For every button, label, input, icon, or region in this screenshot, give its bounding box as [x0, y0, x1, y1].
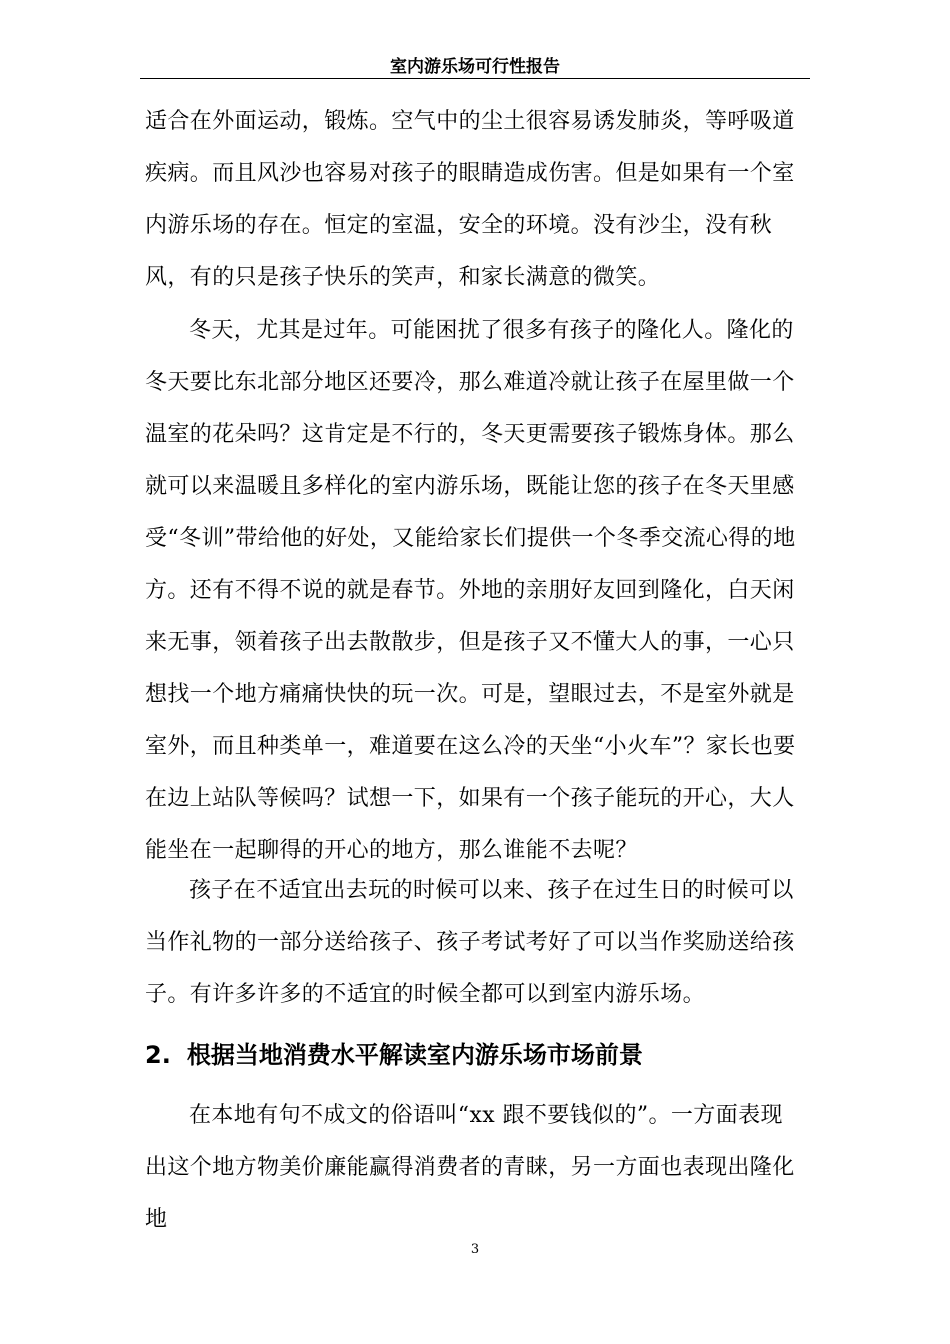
header-divider	[140, 78, 810, 79]
paragraph-local-saying: 在本地有句不成文的俗语叫“xx 跟不要钱似的”。一方面表现出这个地方物美价廉能赢得消费者的青睐，另一方面也表现出隆化地	[145, 1103, 795, 1232]
paragraph-winter: 冬天，尤其是过年。可能困扰了很多有孩子的隆化人。隆化的冬天要比东北部分地区还要冷，那么难道冷就让孩子在屋里做一个温室的花朵吗？这肯定是不行的，冬天更需要孩子锻炼身体。那么就可以来温暖且多样化的室内游乐场，既能让您的孩子在冬天里感受“冬训”带给他的好处，又能给家长们提供一个冬季交流心得的地方。还有不得不说的就是春节。外地的亲朋好友回到隆化，白天闲来无事，领着孩子出去散散步，但是孩子又不懂大人的事，一心只想找一个地方痛痛快快的玩一次。可是，望眼过去，不是室外就是室外，而且种类单一，难道要在这么冷的天坐“小火车”？家长也要在边上站队等候吗？试想一下，如果有一个孩子能玩的开心，大人能坐在一起聊得的开心的地方，那么谁能不去呢？	[145, 318, 796, 863]
paragraph-occasions: 孩子在不适宜出去玩的时候可以来、孩子在过生日的时候可以当作礼物的一部分送给孩子、孩子考试考好了可以当作奖励送给孩子。有许多许多的不适宜的时候全都可以到室内游乐场。	[145, 878, 795, 1007]
section-number: 2.	[145, 1041, 171, 1069]
section-heading	[145, 1033, 805, 1077]
paragraph-outdoor-health: 适合在外面运动，锻炼。空气中的尘土很容易诱发肺炎，等呼吸道疾病。而且风沙也容易对孩子的眼睛造成伤害。但是如果有一个室内游乐场的存在。恒定的室温，安全的环境。没有沙尘，没有秋风，有的只是孩子快乐的笑声，和家长满意的微笑。	[145, 109, 795, 290]
running-header-title: 室内游乐场可行性报告	[390, 57, 560, 77]
page-number: 3	[470, 1242, 480, 1257]
section-title: 根据当地消费水平解读室内游乐场市场前景	[186, 1041, 643, 1069]
